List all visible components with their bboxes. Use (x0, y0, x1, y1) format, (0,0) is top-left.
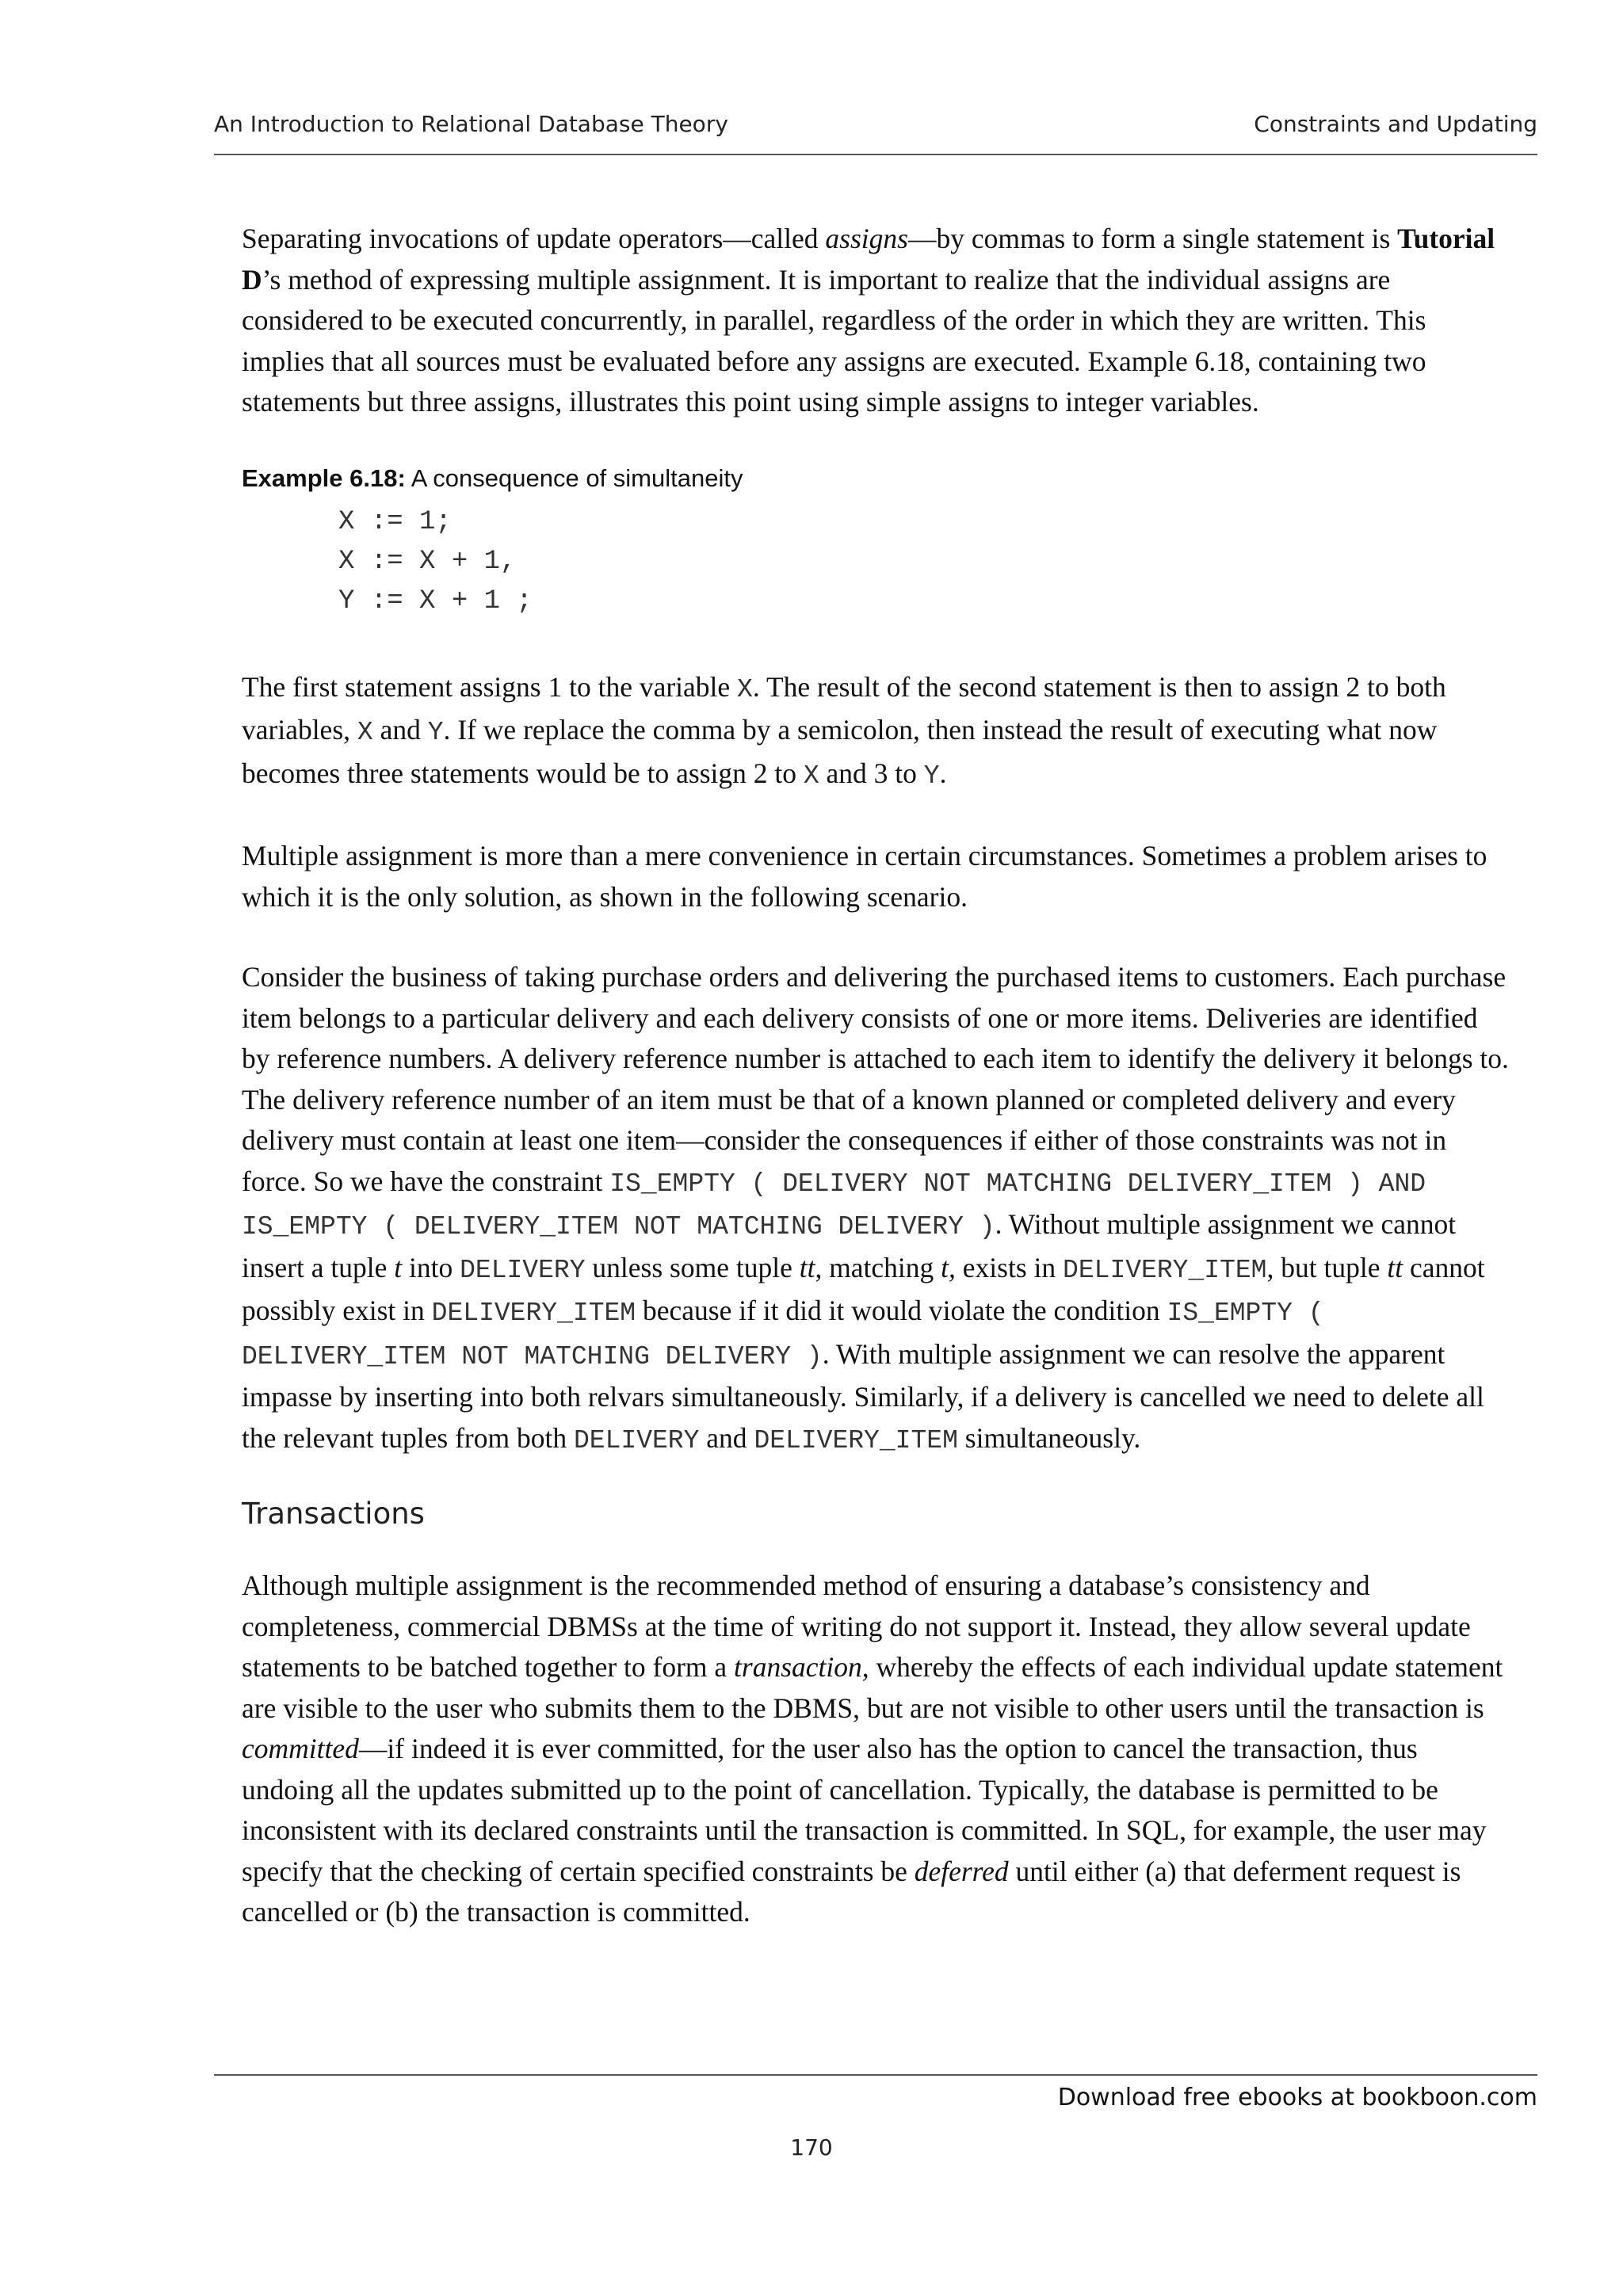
page-number: 170 (790, 2134, 833, 2161)
text-span: simultaneously. (957, 1421, 1141, 1454)
text-span: and 3 to (819, 757, 924, 789)
italic-span: t (394, 1251, 403, 1283)
text-span: cannot possibly exist in (242, 1251, 1485, 1326)
italic-span: t, (941, 1251, 956, 1283)
section-heading: Transactions (242, 1497, 425, 1531)
text-span: exists in (955, 1251, 1064, 1283)
text-span: until either (a) that deferment request is cancelled or (b) the transaction is committed. (242, 1855, 1461, 1928)
paragraph-delivery-scenario (242, 957, 1510, 1461)
text-span: . If we replace the comma by a semicolon, then instead the result of executing what now becomes three statements would be to assign 2 to (242, 714, 1438, 789)
text-span: . Without multiple assignment we cannot insert a tuple (242, 1208, 1457, 1283)
paragraph-convenience: Multiple assignment is more than a mere convenience in certain circumstances. Sometimes a problem arises to which it is the only solution, as shown in the following scenario. (242, 840, 1487, 913)
header-chapter-title: Constraints and Updating (1254, 111, 1537, 137)
text-span: Separating invocations of update operators—called (242, 223, 826, 254)
text-span: because if it did it would violate the condition (636, 1295, 1167, 1326)
text-span: into (402, 1251, 460, 1283)
text-span: unless some tuple (585, 1251, 800, 1283)
text-span: ’s method of expressing multiple assignment. It is important to realize that the individual assigns are considered to be executed concurrently, in parallel, regardless of the order in which they are written. This implies that all sources must be evaluated before any assigns are executed. Example 6.18, containing two statements but three assigns, illustrates this point using simple assigns to integer variables. (242, 263, 1426, 418)
bold-span: Tutorial D (242, 223, 1495, 296)
text-span: and (372, 714, 428, 746)
paragraph-transactions (242, 1566, 1510, 1933)
paragraph-multiple-assignment (242, 219, 1510, 423)
code-span: DELIVERY (573, 1425, 700, 1455)
code-span: IS_EMPTY ( DELIVERY NOT MATCHING DELIVERY_ITEM ) AND IS_EMPTY ( DELIVERY_ITEM NOT MATCHING DELIVERY ) (242, 1169, 1426, 1241)
header-divider (214, 154, 1537, 155)
code-span: Y (923, 761, 940, 791)
footer-divider (214, 2074, 1537, 2076)
paragraph-example-explanation (242, 667, 1510, 797)
running-header (214, 111, 1537, 143)
text-span: . With multiple assignment we can resolve the apparent impasse by inserting into both relvars simultaneously. Similarly, if a delivery is cancelled we need to delete all the relevant tuples from both (242, 1337, 1484, 1454)
code-span: X (737, 674, 753, 704)
italic-span: deferred (914, 1855, 1009, 1887)
text-span: , but tuple (1266, 1251, 1388, 1283)
text-span: Although multiple assignment is the recommended method of ensuring a database’s consistency and completeness, commercial DBMSs at the time of writing do not support it. Instead, they allow several update statements to be batched together to form a (242, 1569, 1471, 1683)
header-book-title: An Introduction to Relational Database Theory (214, 111, 728, 137)
code-span: DELIVERY_ITEM (431, 1299, 636, 1328)
example-title: A consequence of simultaneity (405, 463, 743, 492)
page-body (242, 219, 1510, 1973)
code-span: Y (427, 718, 444, 747)
code-block: X := 1; X := X + 1, Y := X + 1 ; (338, 506, 533, 616)
example-caption (242, 463, 1510, 494)
code-span: IS_EMPTY ( DELIVERY_ITEM NOT MATCHING DELIVERY ) (242, 1299, 1324, 1371)
text-span: —by commas to form a single statement is (907, 223, 1398, 254)
text-span: The first statement assigns 1 to the variable (242, 670, 738, 703)
code-span: X (357, 718, 373, 747)
text-span: —if indeed it is ever committed, for the user also has the option to cancel the transaction, thus undoing all the updates submitted up to the point of cancellation. Typically, the database is permitted to be inconsistent with its declared constraints until the transaction is committed. In SQL, for example, the user may specify that the checking of certain specified constraints be (242, 1733, 1487, 1887)
italic-span: committed (242, 1733, 359, 1764)
code-span: DELIVERY (460, 1255, 586, 1285)
example-label: Example 6.18: (242, 463, 406, 492)
code-span: DELIVERY_ITEM (754, 1425, 958, 1455)
italic-span: tt (1387, 1251, 1403, 1283)
text-span: . The result of the second statement is then to assign 2 to both variables, (242, 670, 1446, 746)
text-span: whereby the effects of each individual update statement are visible to the user who submits them to the DBMS, but are not visible to other users until the transaction is (242, 1651, 1503, 1724)
text-span: , matching (815, 1251, 941, 1283)
code-span: DELIVERY_ITEM (1063, 1255, 1267, 1285)
text-span: Consider the business of taking purchase orders and delivering the purchased items to customers. Each purchase item belongs to a particular delivery and each delivery consists of one or more items. Deliveries are identified by reference numbers. A delivery reference number is attached to each item to identify the delivery it belongs to. The delivery reference number of an item must be that of a known planned or completed delivery and every delivery must contain at least one item—consider the consequences if either of those constraints was not in force. So we have the constraint (242, 961, 1509, 1197)
text-span: . (939, 757, 947, 789)
italic-span: transaction, (734, 1651, 869, 1683)
italic-span: assigns (825, 223, 908, 254)
code-span: X (803, 761, 819, 791)
download-link[interactable]: Download free ebooks at bookboon.com (1057, 2084, 1537, 2111)
text-span: and (699, 1421, 754, 1454)
italic-span: tt (799, 1251, 815, 1283)
